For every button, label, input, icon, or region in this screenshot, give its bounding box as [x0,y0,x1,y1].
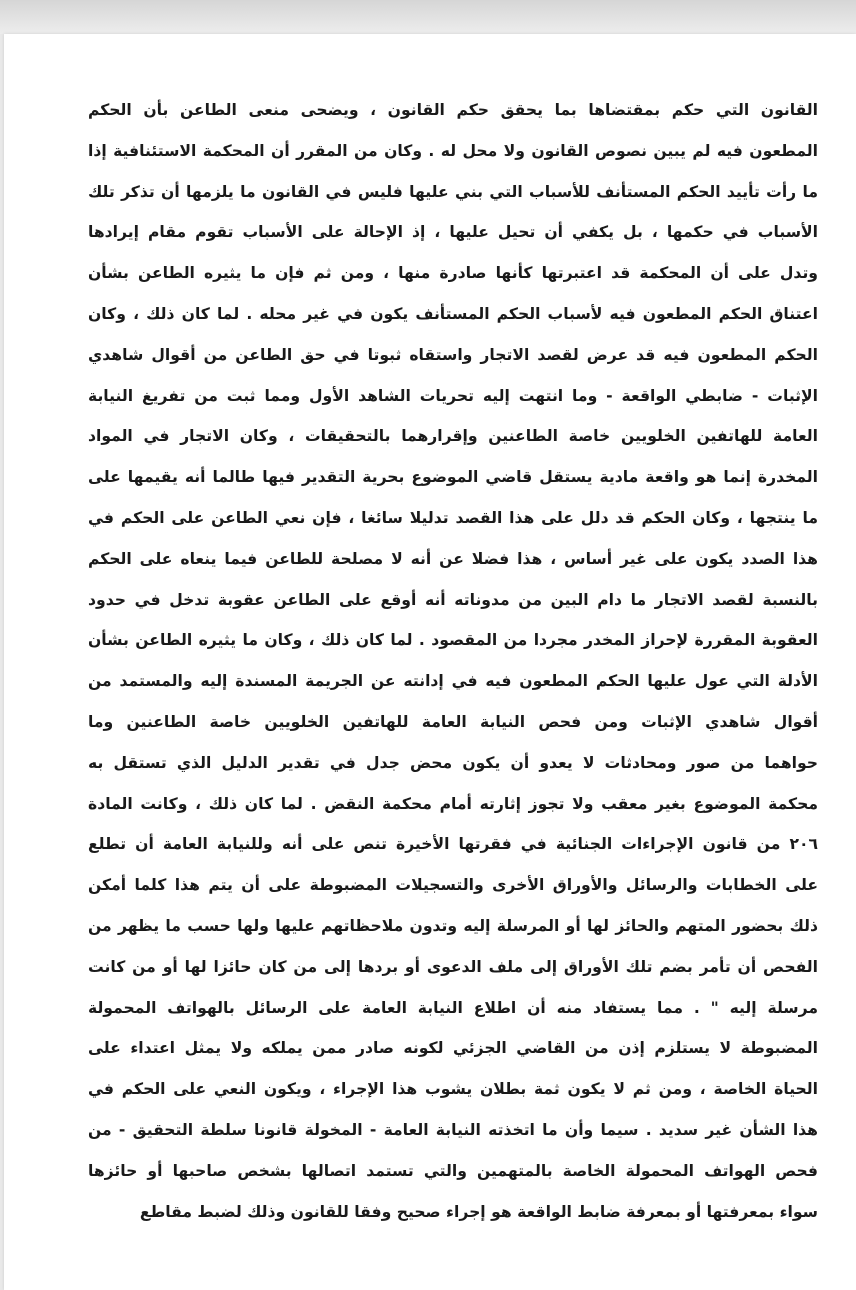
text-line: المضبوطة لا يستلزم إذن من القاضي الجزئي لكونه صادر ممن يملكه ولا يمثل اعتداء على [88,1039,818,1058]
text-line: الحياة الخاصة ، ومن ثم لا يكون ثمة بطلان يشوب هذا الإجراء ، ويكون النعي على الحكم في [88,1080,818,1099]
text-line: فحص الهواتف المحمولة الخاصة بالمتهمين والتي تستمد اتصالها بشخص صاحبها أو حائزها [88,1161,818,1180]
text-line: العامة للهاتفين الخلويين خاصة الطاعنين وإقرارهما بالتحقيقات ، وكان الاتجار في المواد [88,427,818,446]
text-line: الحكم المطعون فيه قد عرض لقصد الاتجار واستقاه ثبوتا في حق الطاعن من أقوال شاهدي [88,345,818,364]
text-line: القانون التي حكم بمقتضاها بما يحقق حكم القانون ، ويضحى منعى الطاعن بأن الحكم [88,101,818,119]
text-line: العقوبة المقررة لإحراز المخدر مجردا من المقصود . لما كان ذلك ، وكان ما يثيره الطاعن بشأن [88,631,818,650]
text-line: مرسلة إليه " . مما يستفاد منه أن اطلاع النيابة العامة على الرسائل بالهواتف المحمولة [88,998,818,1017]
text-line: المخدرة إنما هو واقعة مادية يستقل قاضي الموضوع بحرية التقدير فيها طالما أنه يقيمها على [88,468,818,487]
document-body [88,90,818,1232]
text-line: هذا الصدد يكون على غير أساس ، هذا فضلا عن أنه لا مصلحة للطاعن فيما ينعاه على الحكم [88,549,818,568]
text-line: ما ينتجها ، وكان الحكم قد دلل على هذا القصد تدليلا سائغا ، فإن نعي الطاعن على الحكم في [88,508,818,527]
document-page [4,34,856,1290]
text-line: ذلك بحضور المتهم والحائز لها أو المرسلة إليه وتدون ملاحظاتهم عليها ولها حسب ما يظهر من [88,916,818,935]
text-line: سواء بمعرفتها أو بمعرفة ضابط الواقعة هو إجراء صحيح وفقا للقانون وذلك لضبط مقاطع [139,1202,818,1221]
text-line: ما رأت تأييد الحكم المستأنف للأسباب التي بني عليها فليس في القانون ما يلزمها أن تذكر تلك [88,182,818,201]
text-line: الأسباب في حكمها ، بل يكفي أن تحيل عليها ، إذ الإحالة على الأسباب تقوم مقام إيرادها [88,223,818,242]
text-line: الفحص أن تأمر بضم تلك الأوراق إلى ملف الدعوى أو بردها إلى من كان حائزا لها أو من كانت [88,957,818,976]
text-line: المطعون فيه لم يبين نصوص القانون ولا محل له . وكان من المقرر أن المحكمة الاستئنافية إذا [88,141,818,160]
text-line: على الخطابات والرسائل والأوراق الأخرى والتسجيلات المضبوطة على أن يتم هذا كلما أمكن [88,876,818,895]
text-line: الإثبات - ضابطي الواقعة - وما انتهت إليه تحريات الشاهد الأول ومما ثبت من تفريغ النيابة [88,386,818,405]
text-line: اعتناق الحكم المطعون فيه لأسباب الحكم المستأنف يكون في غير محله . لما كان ذلك ، وكان [88,304,818,323]
text-line: حواهما من صور ومحادثات لا يعدو أن يكون محض جدل في تقدير الدليل الذي تستقل به [88,753,818,772]
text-line: الأدلة التي عول عليها الحكم المطعون فيه في إدانته عن الجريمة المسندة إليه والمستمد من [88,672,818,691]
top-shadow [0,0,856,34]
text-line: أقوال شاهدي الإثبات ومن فحص النيابة العامة للهاتفين الخلويين خاصة الطاعنين وما [88,712,818,731]
text-line: ٢٠٦ من قانون الإجراءات الجنائية في فقرتها الأخيرة تنص على أنه وللنيابة العامة أن تطلع [88,835,818,854]
text-line: بالنسبة لقصد الاتجار ما دام البين من مدوناته أنه أوقع على الطاعن عقوبة تدخل في حدود [88,590,818,609]
text-line: هذا الشأن غير سديد . سيما وأن ما اتخذته النيابة العامة - المخولة قانونا سلطة التحقيق - من [88,1120,818,1139]
text-line: محكمة الموضوع بغير معقب ولا تجوز إثارته أمام محكمة النقض . لما كان ذلك ، وكانت المادة [88,794,818,813]
text-line: وتدل على أن المحكمة قد اعتبرتها كأنها صادرة منها ، ومن ثم فإن ما يثيره الطاعن بشأن [88,264,818,283]
